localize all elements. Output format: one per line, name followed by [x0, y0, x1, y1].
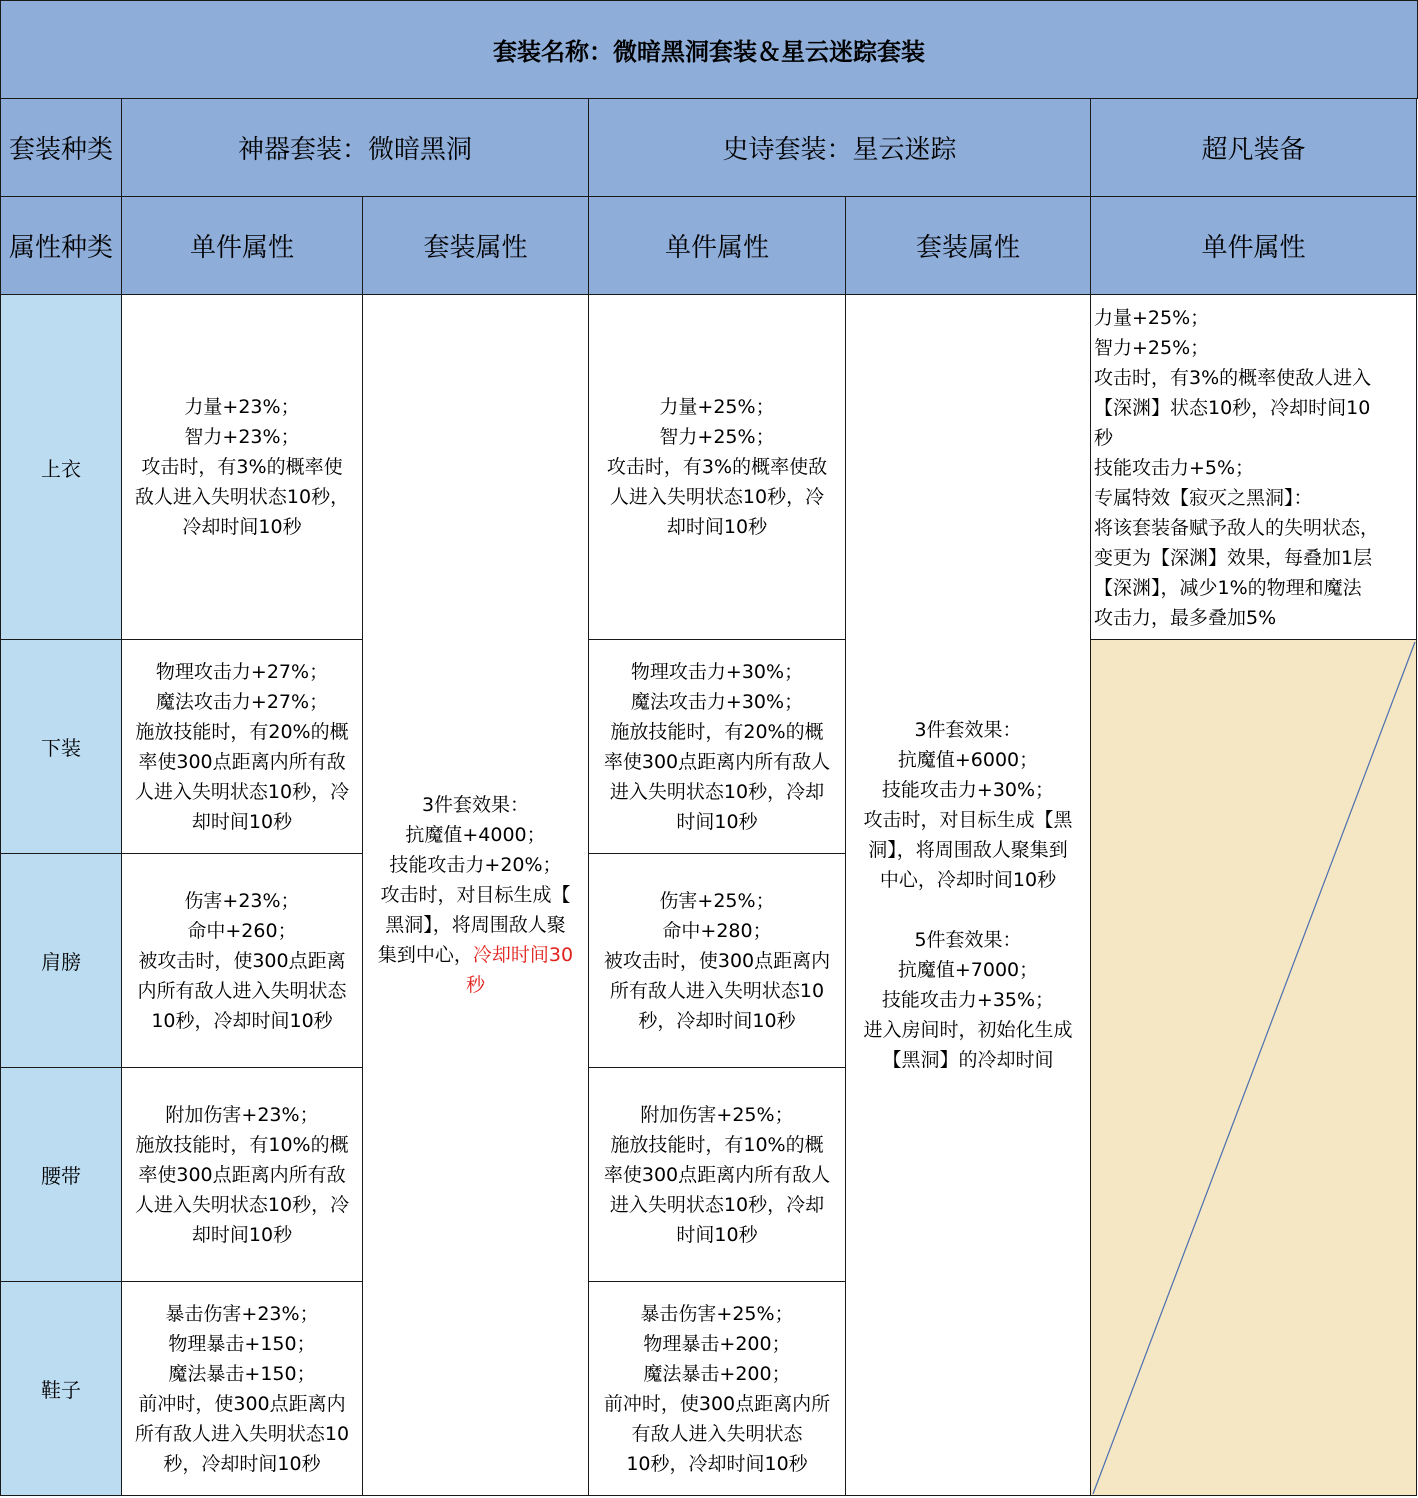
transcendent-header	[1091, 99, 1417, 197]
slot-label-shoulder	[0, 854, 122, 1068]
epic-top-text	[605, 392, 829, 542]
text-line: 时间10秒	[676, 810, 758, 833]
text-line: 施放技能时，有20%的概	[135, 720, 349, 743]
slot-label-shoulder-text: 肩膀	[41, 950, 81, 974]
text-line: 智力+23%；	[184, 426, 300, 448]
text-line: 【深渊】状态10秒，冷却时间10	[1094, 397, 1371, 419]
text-line: 专属特效【寂灭之黑洞】：	[1094, 487, 1313, 509]
artifact-belt-text	[133, 1100, 351, 1250]
text-line: 率使300点距离内所有敌	[138, 1163, 346, 1186]
text-line: 附加伤害+23%；	[165, 1103, 319, 1126]
text-line: 进入失明状态10秒，冷却	[609, 1193, 825, 1216]
text-line: 被攻击时，使300点距离内	[603, 949, 831, 972]
text-line: 中心，冷却时间10秒	[879, 869, 1057, 891]
epic-set-header	[589, 99, 1091, 197]
text-line: 物理暴击+150；	[168, 1332, 316, 1355]
text-line: 攻击时，对目标生成【黑	[863, 809, 1073, 831]
text-line: 技能攻击力+30%；	[881, 779, 1055, 801]
text-line: 5件套效果：	[914, 929, 1022, 951]
text-line: 技能攻击力+5%；	[1094, 457, 1255, 479]
text-line: 命中+260；	[187, 919, 297, 942]
epic-bottom-text	[602, 657, 832, 837]
text-line: 施放技能时，有20%的概	[610, 720, 824, 743]
artifact-top-cell	[122, 295, 363, 640]
epic-set-attr-header-text: 套装属性	[915, 233, 1020, 263]
artifact-set-header-text: 神器套装：微暗黑洞	[237, 135, 472, 165]
text-line: 将该套装备赋予敌人的失明状态，	[1094, 517, 1380, 539]
epic-set-text	[861, 715, 1074, 1075]
slot-label-top-text: 上衣	[41, 456, 81, 481]
text-line: 技能攻击力+35%；	[881, 989, 1055, 1011]
cooldown-highlight-tail: 秒	[465, 974, 485, 996]
text-line: 人进入失明状态10秒，冷	[134, 1193, 350, 1216]
artifact-shoulder-cell	[122, 854, 363, 1068]
artifact-set-cell	[363, 295, 589, 1496]
text-line: 魔法攻击力+30%；	[630, 690, 804, 713]
text-line: 攻击时，有3%的概率使	[141, 456, 343, 478]
epic-single-header	[589, 197, 846, 295]
text-line: 魔法暴击+150；	[168, 1362, 316, 1385]
text-line: 变更为【深渊】效果，每叠加1层	[1094, 547, 1373, 569]
transcendent-top-text	[1091, 295, 1382, 633]
text-line: 秒	[1094, 427, 1114, 449]
text-line: 秒，冷却时间10秒	[638, 1009, 796, 1032]
artifact-shoulder-text	[135, 886, 348, 1036]
transcendent-empty-cell	[1091, 640, 1417, 1496]
text-line: 所有敌人进入失明状态10	[609, 979, 825, 1002]
epic-top-cell	[589, 295, 846, 640]
text-line: 【黑洞】的冷却时间	[882, 1049, 1054, 1071]
text-line: 有敌人进入失明状态	[631, 1422, 803, 1445]
blank-line	[863, 895, 1072, 925]
artifact-bottom-cell	[122, 640, 363, 854]
text-line: 暴击伤害+25%；	[640, 1302, 794, 1325]
slot-label-top	[0, 295, 122, 640]
text-line: 率使300点距离内所有敌人	[603, 750, 831, 773]
epic-shoes-text	[602, 1299, 832, 1479]
table-title-text: 套装名称：微暗黑洞套装＆星云迷踪套装	[493, 38, 925, 66]
slot-label-belt	[0, 1068, 122, 1282]
artifact-bottom-text	[133, 657, 351, 837]
text-line: 却时间10秒	[191, 810, 293, 833]
text-line: 洞】，将周围敌人聚集到	[868, 839, 1068, 861]
epic-set-header-text: 史诗套装：星云迷踪	[722, 135, 957, 165]
text-line: 物理攻击力+27%；	[155, 660, 329, 683]
artifact-set-text	[376, 790, 575, 1000]
text-line: 却时间10秒	[191, 1223, 293, 1246]
text-line: 敌人进入失明状态10秒，	[134, 486, 350, 508]
text-line: 命中+280；	[662, 919, 772, 942]
text-line: 攻击时，有3%的概率使敌	[606, 456, 828, 478]
epic-shoulder-text	[602, 886, 832, 1036]
epic-shoulder-cell	[589, 854, 846, 1068]
table-title	[0, 0, 1418, 99]
text-line: 率使300点距离内所有敌人	[603, 1163, 831, 1186]
slot-label-bottom-text: 下装	[41, 736, 81, 760]
set-type-label-text: 套装种类	[8, 135, 113, 165]
text-line: 【深渊】，减少1%的物理和魔法	[1094, 577, 1362, 599]
slot-label-belt-text: 腰带	[41, 1164, 81, 1188]
cooldown-prefix: 集到中心，	[377, 944, 473, 966]
artifact-set-header	[122, 99, 589, 197]
text-line: 攻击时，对目标生成【	[380, 884, 571, 906]
text-line: 抗魔值+4000；	[405, 824, 546, 846]
attr-type-label	[0, 197, 122, 295]
text-line: 所有敌人进入失明状态10	[134, 1422, 350, 1445]
text-line: 技能攻击力+20%；	[389, 854, 562, 876]
text-line: 物理攻击力+30%；	[630, 660, 804, 683]
text-line: 3件套效果：	[421, 794, 530, 816]
text-line: 秒，冷却时间10秒	[163, 1452, 321, 1475]
slot-label-bottom	[0, 640, 122, 854]
text-line: 力量+25%；	[1094, 307, 1210, 329]
artifact-single-header	[122, 197, 363, 295]
text-line: 智力+25%；	[659, 426, 775, 448]
text-line: 攻击力，最多叠加5%	[1094, 607, 1277, 629]
transcendent-top-cell	[1091, 295, 1417, 640]
text-line: 被攻击时，使300点距离	[138, 949, 346, 972]
text-line: 施放技能时，有10%的概	[135, 1133, 349, 1156]
text-line: 抗魔值+7000；	[897, 959, 1039, 981]
text-line: 进入失明状态10秒，冷却	[609, 780, 825, 803]
cooldown-highlight: 冷却时间30	[472, 944, 574, 966]
artifact-shoes-cell	[122, 1282, 363, 1496]
epic-belt-cell	[589, 1068, 846, 1282]
transcendent-single-header-text: 单件属性	[1201, 233, 1306, 263]
text-line: 伤害+25%；	[659, 889, 775, 912]
epic-belt-text	[602, 1100, 832, 1250]
transcendent-single-header	[1091, 197, 1417, 295]
epic-single-header-text: 单件属性	[664, 233, 769, 263]
text-line: 施放技能时，有10%的概	[610, 1133, 824, 1156]
text-line: 抗魔值+6000；	[897, 749, 1039, 771]
text-line: 时间10秒	[676, 1223, 758, 1246]
text-line: 进入房间时，初始化生成	[863, 1019, 1073, 1041]
text-line: 智力+25%；	[1094, 337, 1210, 359]
slot-label-shoes	[0, 1282, 122, 1496]
text-line: 物理暴击+200；	[643, 1332, 791, 1355]
text-line: 3件套效果：	[914, 719, 1022, 741]
epic-set-cell	[846, 295, 1091, 1496]
text-line: 内所有敌人进入失明状态	[137, 979, 347, 1002]
text-line: 人进入失明状态10秒，冷	[609, 486, 825, 508]
epic-bottom-cell	[589, 640, 846, 854]
text-line: 人进入失明状态10秒，冷	[134, 780, 350, 803]
text-line: 力量+25%；	[659, 396, 775, 418]
text-line: 冷却时间10秒	[182, 516, 302, 538]
text-line	[378, 940, 573, 970]
artifact-single-header-text: 单件属性	[189, 233, 294, 263]
text-line: 10秒，冷却时间10秒	[151, 1009, 333, 1032]
artifact-top-text	[133, 392, 351, 542]
text-line: 黑洞】，将周围敌人聚	[385, 914, 566, 936]
artifact-shoes-text	[133, 1299, 351, 1479]
text-line: 魔法暴击+200；	[643, 1362, 791, 1385]
attr-type-label-text: 属性种类	[8, 233, 113, 263]
artifact-set-attr-header-text: 套装属性	[423, 233, 528, 263]
epic-set-attr-header	[846, 197, 1091, 295]
text-line: 10秒，冷却时间10秒	[626, 1452, 808, 1475]
text-line: 攻击时，有3%的概率使敌人进入	[1094, 367, 1372, 389]
text-line: 前冲时，使300点距离内	[138, 1392, 346, 1415]
artifact-belt-cell	[122, 1068, 363, 1282]
slot-label-shoes-text: 鞋子	[41, 1378, 81, 1402]
text-line: 伤害+23%；	[184, 889, 300, 912]
text-line: 却时间10秒	[666, 516, 768, 538]
diagonal-line	[1091, 640, 1417, 1496]
diagonal-stroke	[1093, 642, 1415, 1494]
set-type-label	[0, 99, 122, 197]
text-line: 附加伤害+25%；	[640, 1103, 794, 1126]
text-line: 暴击伤害+23%；	[165, 1302, 319, 1325]
text-line: 力量+23%；	[184, 396, 300, 418]
text-line: 率使300点距离内所有敌	[138, 750, 346, 773]
text-line: 魔法攻击力+27%；	[155, 690, 329, 713]
text-line: 前冲时，使300点距离内所	[603, 1392, 831, 1415]
artifact-set-attr-header	[363, 197, 589, 295]
epic-shoes-cell	[589, 1282, 846, 1496]
transcendent-header-text: 超凡装备	[1201, 135, 1306, 165]
